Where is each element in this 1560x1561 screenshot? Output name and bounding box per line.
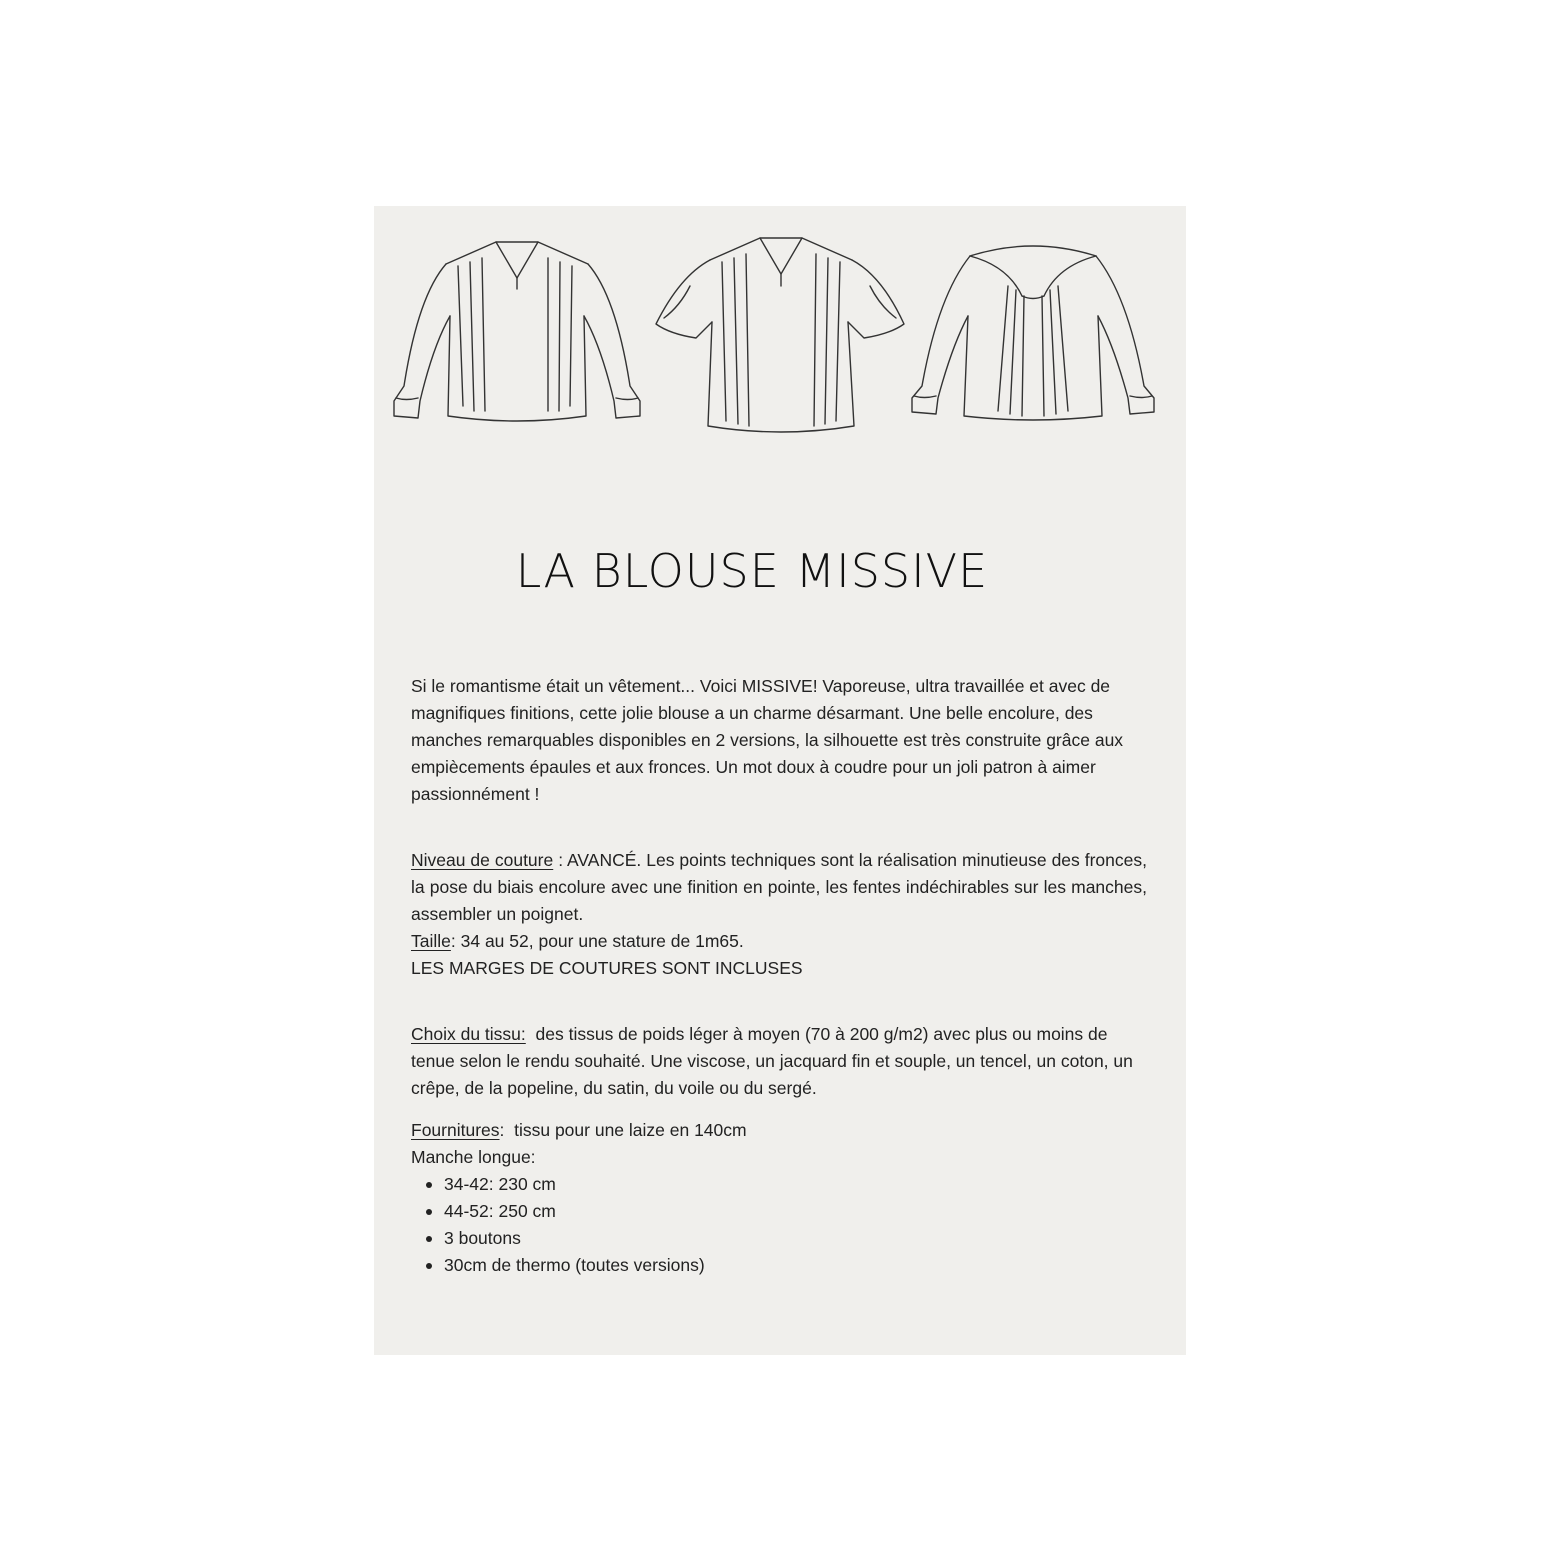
sleeve-label: Manche longue: [411, 1147, 536, 1167]
fabric-label: Choix du tissu: [411, 1024, 526, 1044]
pattern-sheet [374, 206, 1186, 1355]
intro-text: Si le romantisme était un vêtement... Voici MISSIVE! Vaporeuse, ultra travaillée et avec de magnifiques finitions, cette jolie blouse a un charme désarmant. Une belle encolure, des manches remarquables disponibles en 2 versions, la silhouette est très construite grâce aux empiècements épaules et aux fronces. Un mot doux à coudre pour un joli patron à aimer passionnément ! [411, 676, 1124, 804]
technical-drawings [374, 226, 1186, 466]
list-item: 30cm de thermo (toutes versions) [411, 1252, 1147, 1279]
blouse-long-sleeve-front-illustration [388, 226, 648, 426]
sewing-level-label: Niveau de couture [411, 850, 554, 870]
sewing-level-text: : AVANCÉ. Les points techniques sont la réalisation minutieuse des fronces, la pose du biais encolure avec une finition en pointe, les fentes indéchirables sur les manches, assembler un poignet. [411, 850, 1147, 924]
list-item: 44-52: 250 cm [411, 1198, 1147, 1225]
fabric-paragraph [411, 1021, 1147, 1102]
list-item: 3 boutons [411, 1225, 1147, 1252]
margins-note: LES MARGES DE COUTURES SONT INCLUSES [411, 958, 803, 978]
size-label: Taille [411, 931, 451, 951]
supplies-text: : tissu pour une laize en 140cm [499, 1120, 747, 1140]
list-item: 34-42: 230 cm [411, 1171, 1147, 1198]
fabric-text: des tissus de poids léger à moyen (70 à 200 g/m2) avec plus ou moins de tenue selon le rendu souhaité. Une viscose, un jacquard fin et souple, un tencel, un coton, un crêpe, de la popeline, du satin, du voile ou du sergé. [411, 1024, 1138, 1098]
supplies-section [411, 1117, 1147, 1279]
blouse-long-sleeve-back-illustration [898, 226, 1168, 426]
page-title: LA BLOUSE MISSIVE [515, 544, 989, 598]
intro-paragraph [411, 673, 1147, 808]
blouse-short-sleeve-front-illustration [650, 226, 910, 436]
supplies-list [411, 1171, 1147, 1279]
size-text: : 34 au 52, pour une stature de 1m65. [450, 931, 744, 951]
sewing-level-paragraph [411, 847, 1147, 982]
supplies-label: Fournitures [411, 1120, 500, 1140]
